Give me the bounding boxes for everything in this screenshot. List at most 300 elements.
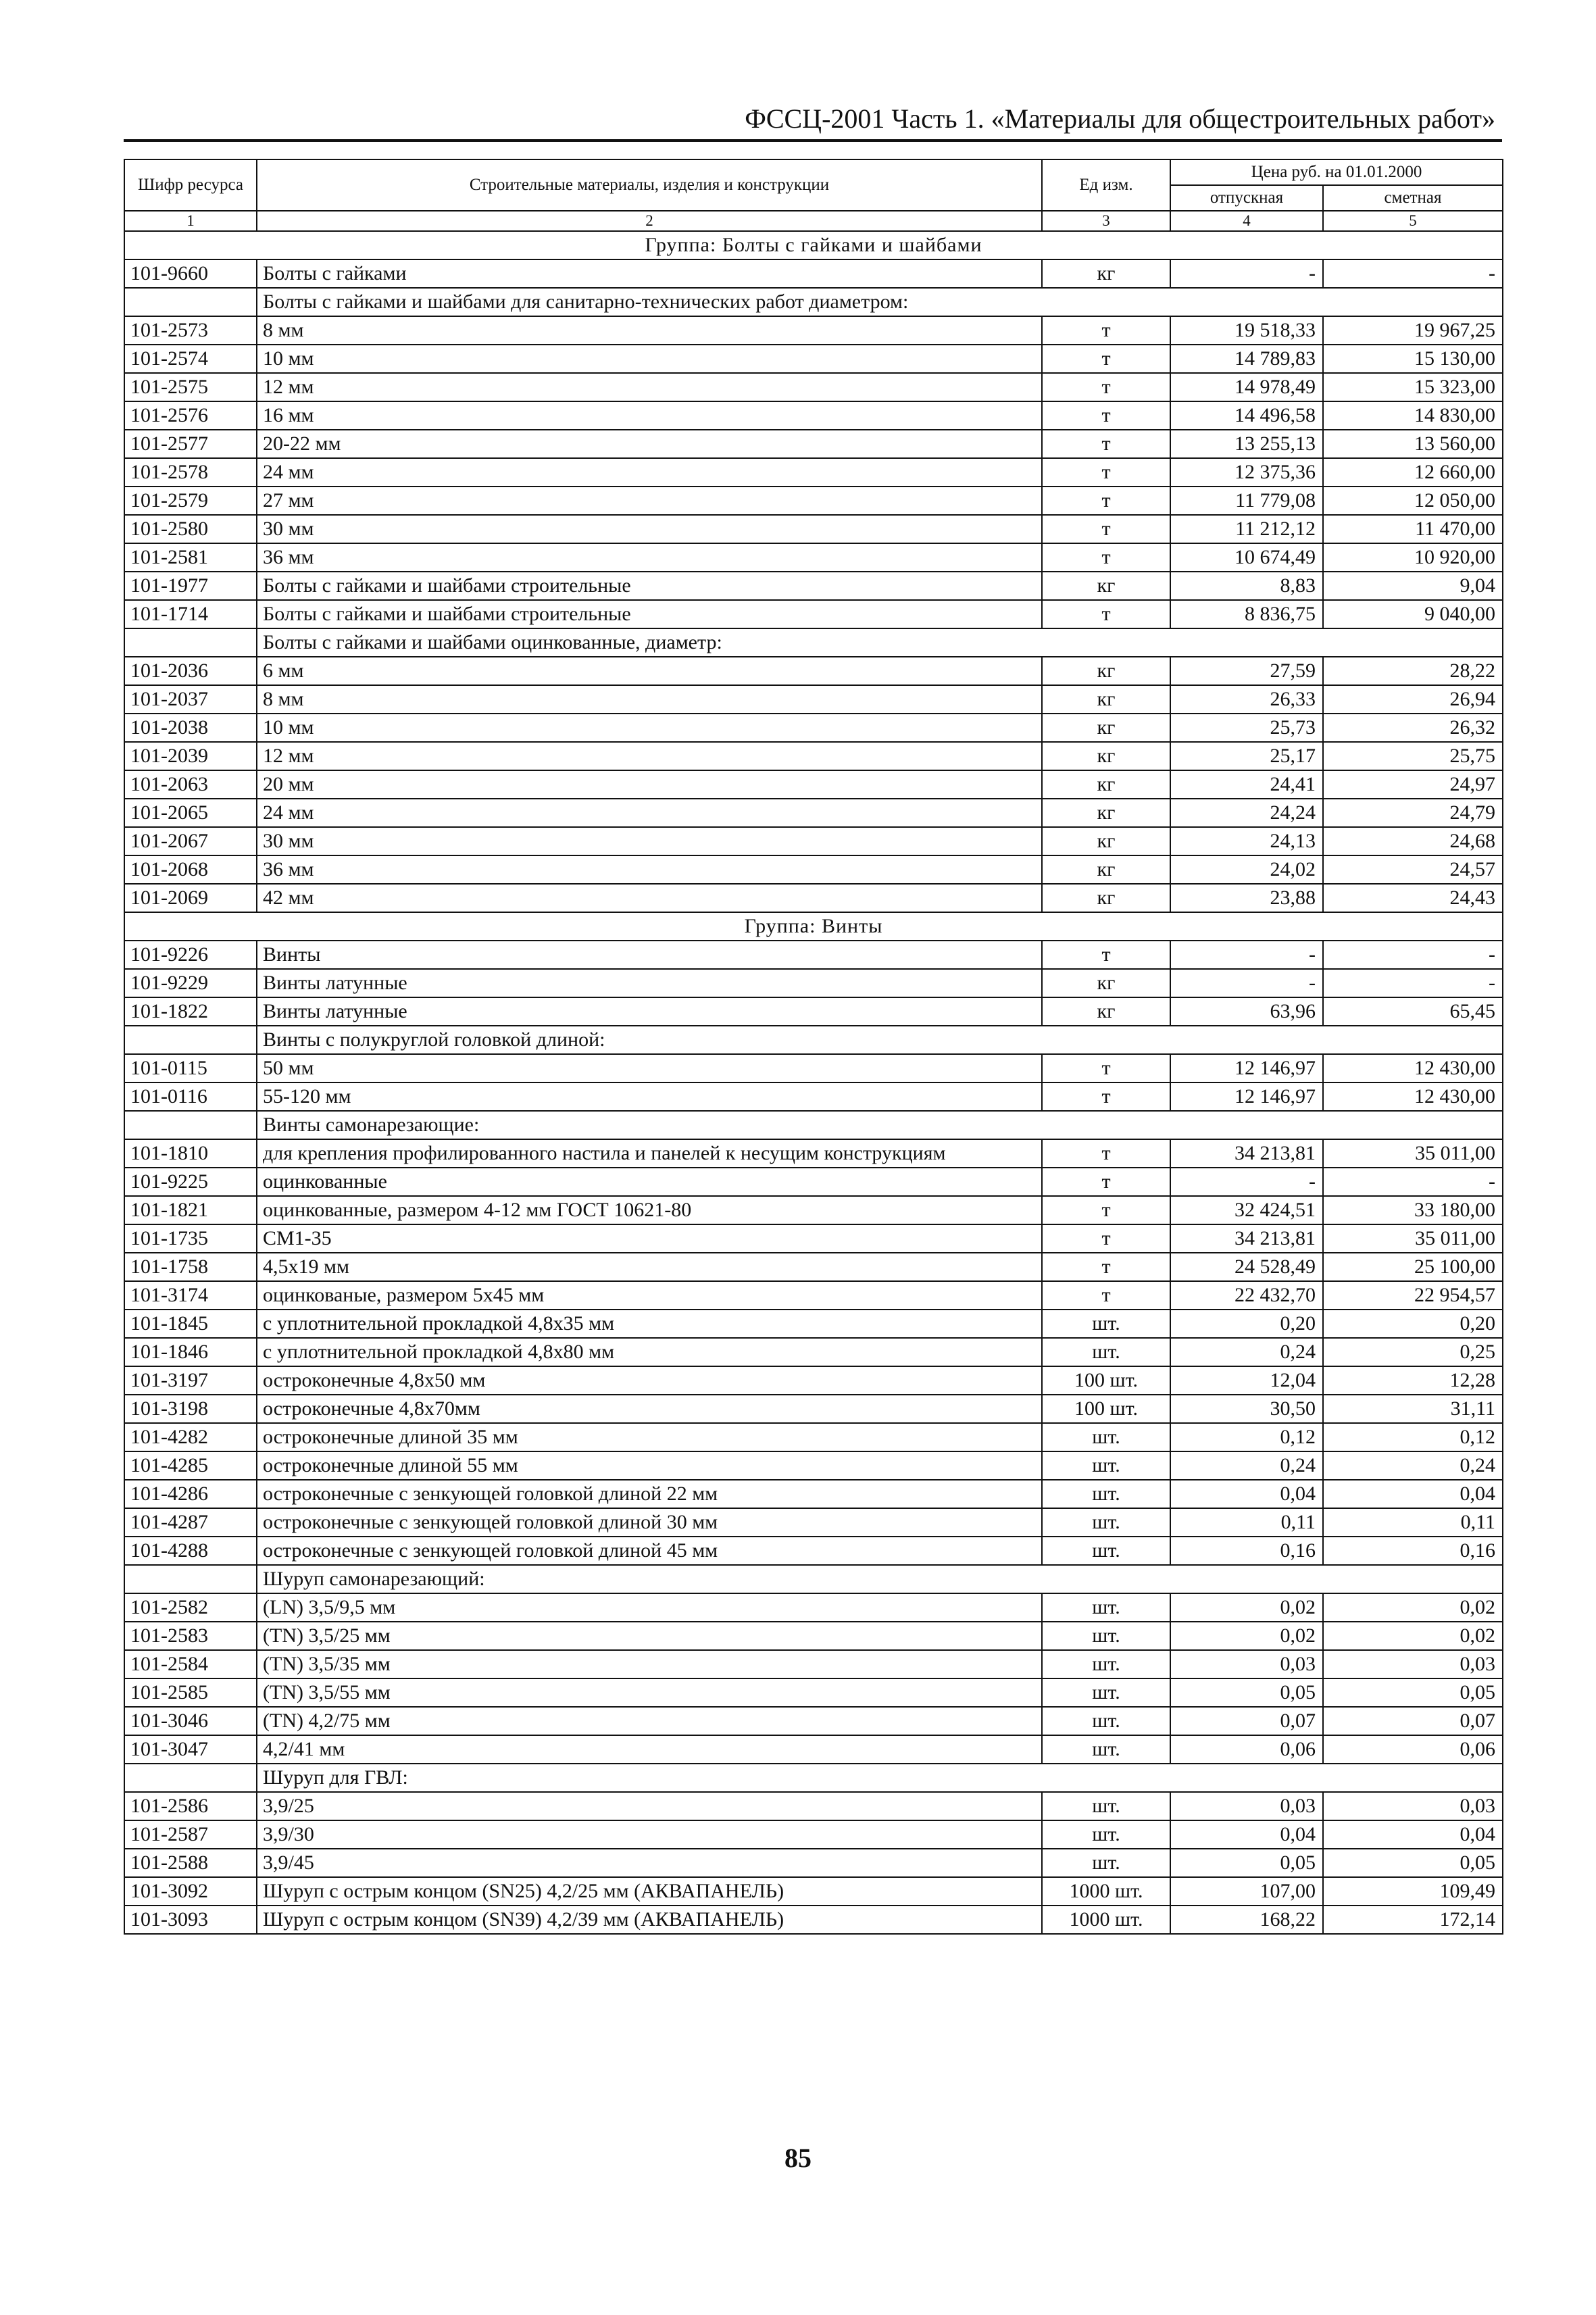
resource-code: 101-1846	[124, 1338, 257, 1366]
table-row	[124, 259, 1503, 288]
resource-code: 101-9225	[124, 1168, 257, 1196]
table-row	[124, 401, 1503, 430]
unit-cell: кг	[1042, 657, 1170, 685]
estimate-price: 0,03	[1323, 1650, 1503, 1678]
material-name: 20 мм	[257, 770, 1042, 799]
unit-cell: кг	[1042, 969, 1170, 997]
material-name: 16 мм	[257, 401, 1042, 430]
empty-cell	[124, 288, 257, 316]
resource-code: 101-3092	[124, 1877, 257, 1906]
release-price: 24,24	[1170, 799, 1323, 827]
table-row	[124, 1650, 1503, 1678]
resource-code: 101-1977	[124, 572, 257, 600]
table-row	[124, 1224, 1503, 1253]
estimate-price: 0,03	[1323, 1792, 1503, 1820]
table-row	[124, 1310, 1503, 1338]
material-name: 8 мм	[257, 316, 1042, 345]
material-name: для крепления профилированного настила и панелей к несущим конструкциям	[257, 1139, 1042, 1168]
unit-cell: т	[1042, 430, 1170, 458]
release-price: 30,50	[1170, 1395, 1323, 1423]
unit-cell: шт.	[1042, 1792, 1170, 1820]
subheading-row	[124, 1111, 1503, 1139]
resource-code: 101-2039	[124, 742, 257, 770]
material-name: остроконечные 4,8х70мм	[257, 1395, 1042, 1423]
resource-code: 101-2037	[124, 685, 257, 714]
estimate-price: -	[1323, 941, 1503, 969]
release-price: 12,04	[1170, 1366, 1323, 1395]
unit-cell: т	[1042, 345, 1170, 373]
material-name: (TN) 3,5/25 мм	[257, 1622, 1042, 1650]
estimate-price: 65,45	[1323, 997, 1503, 1026]
resource-code: 101-2576	[124, 401, 257, 430]
table-row	[124, 1593, 1503, 1622]
release-price: 22 432,70	[1170, 1281, 1323, 1310]
header-release-label: отпускная	[1210, 189, 1284, 207]
estimate-price: 35 011,00	[1323, 1139, 1503, 1168]
estimate-price: 0,20	[1323, 1310, 1503, 1338]
resource-code: 101-3197	[124, 1366, 257, 1395]
release-price: 0,06	[1170, 1735, 1323, 1764]
material-name: СМ1-35	[257, 1224, 1042, 1253]
release-price: -	[1170, 941, 1323, 969]
unit-cell: шт.	[1042, 1338, 1170, 1366]
release-price: 13 255,13	[1170, 430, 1323, 458]
table-row	[124, 543, 1503, 572]
table-body	[124, 231, 1503, 1934]
table-row	[124, 941, 1503, 969]
subheading-text: Винты с полукруглой головкой длиной:	[257, 1026, 1503, 1054]
material-name: остроконечные с зенкующей головкой длиной 30 мм	[257, 1508, 1042, 1537]
resource-code: 101-2582	[124, 1593, 257, 1622]
estimate-price: 0,05	[1323, 1678, 1503, 1707]
resource-code: 101-2584	[124, 1650, 257, 1678]
release-price: 0,24	[1170, 1451, 1323, 1480]
resource-code: 101-2068	[124, 855, 257, 884]
unit-cell: т	[1042, 1054, 1170, 1082]
release-price: 27,59	[1170, 657, 1323, 685]
material-name: 36 мм	[257, 543, 1042, 572]
unit-cell: шт.	[1042, 1508, 1170, 1537]
resource-code: 101-4287	[124, 1508, 257, 1537]
resource-code: 101-2577	[124, 430, 257, 458]
empty-cell	[124, 1764, 257, 1792]
unit-cell: т	[1042, 1281, 1170, 1310]
header-estimate-label: сметная	[1384, 189, 1442, 207]
release-price: 0,03	[1170, 1650, 1323, 1678]
estimate-price: 26,32	[1323, 714, 1503, 742]
estimate-price: 10 920,00	[1323, 543, 1503, 572]
material-name: Шуруп с острым концом (SN25) 4,2/25 мм (АКВАПАНЕЛЬ)	[257, 1877, 1042, 1906]
material-name: 36 мм	[257, 855, 1042, 884]
estimate-price: 172,14	[1323, 1906, 1503, 1934]
header-title: ФССЦ-2001 Часть 1. «Материалы для общестроительных работ»	[745, 103, 1495, 134]
material-name: 6 мм	[257, 657, 1042, 685]
resource-code: 101-2575	[124, 373, 257, 401]
material-name: остроконечные длиной 55 мм	[257, 1451, 1042, 1480]
table-row	[124, 1253, 1503, 1281]
unit-cell: т	[1042, 1253, 1170, 1281]
subheading-text: Болты с гайками и шайбами оцинкованные, диаметр:	[257, 628, 1503, 657]
release-price: 25,73	[1170, 714, 1323, 742]
estimate-price: 0,25	[1323, 1338, 1503, 1366]
release-price: 0,12	[1170, 1423, 1323, 1451]
unit-cell: кг	[1042, 884, 1170, 912]
resource-code: 101-2581	[124, 543, 257, 572]
column-number: 4	[1170, 211, 1323, 231]
subheading-text: Шуруп для ГВЛ:	[257, 1764, 1503, 1792]
material-name: (TN) 3,5/55 мм	[257, 1678, 1042, 1707]
unit-cell: кг	[1042, 827, 1170, 855]
resource-code: 101-2038	[124, 714, 257, 742]
resource-code: 101-4288	[124, 1537, 257, 1565]
estimate-price: 12 430,00	[1323, 1054, 1503, 1082]
table-row	[124, 1678, 1503, 1707]
release-price: -	[1170, 1168, 1323, 1196]
table-row	[124, 1792, 1503, 1820]
table-row	[124, 1196, 1503, 1224]
table-row	[124, 827, 1503, 855]
release-price: 107,00	[1170, 1877, 1323, 1906]
table-row	[124, 1451, 1503, 1480]
unit-cell: 100 шт.	[1042, 1395, 1170, 1423]
release-price: 12 146,97	[1170, 1082, 1323, 1111]
unit-cell: т	[1042, 1168, 1170, 1196]
resource-code: 101-1822	[124, 997, 257, 1026]
estimate-price: -	[1323, 259, 1503, 288]
unit-cell: 100 шт.	[1042, 1366, 1170, 1395]
column-number: 5	[1323, 211, 1503, 231]
material-name: остроконечные длиной 35 мм	[257, 1423, 1042, 1451]
resource-code: 101-2585	[124, 1678, 257, 1707]
table-row	[124, 430, 1503, 458]
header-code	[124, 159, 257, 211]
unit-cell: т	[1042, 1196, 1170, 1224]
material-name: 24 мм	[257, 458, 1042, 487]
unit-cell: т	[1042, 458, 1170, 487]
material-name: 10 мм	[257, 714, 1042, 742]
resource-code: 101-2580	[124, 515, 257, 543]
table-row	[124, 1366, 1503, 1395]
resource-code: 101-2583	[124, 1622, 257, 1650]
release-price: -	[1170, 969, 1323, 997]
unit-cell: т	[1042, 1224, 1170, 1253]
resource-code: 101-3093	[124, 1906, 257, 1934]
header-price	[1170, 159, 1503, 185]
estimate-price: 26,94	[1323, 685, 1503, 714]
table-row	[124, 1537, 1503, 1565]
table-row	[124, 1338, 1503, 1366]
release-price: 0,24	[1170, 1338, 1323, 1366]
unit-cell: шт.	[1042, 1678, 1170, 1707]
estimate-price: 28,22	[1323, 657, 1503, 685]
estimate-price: 33 180,00	[1323, 1196, 1503, 1224]
release-price: 0,16	[1170, 1537, 1323, 1565]
estimate-price: 31,11	[1323, 1395, 1503, 1423]
unit-cell: шт.	[1042, 1310, 1170, 1338]
subheading-text: Винты самонарезающие:	[257, 1111, 1503, 1139]
release-price: 0,07	[1170, 1707, 1323, 1735]
resource-code: 101-0115	[124, 1054, 257, 1082]
unit-cell: шт.	[1042, 1622, 1170, 1650]
material-name: (TN) 3,5/35 мм	[257, 1650, 1042, 1678]
release-price: 14 789,83	[1170, 345, 1323, 373]
material-name: 10 мм	[257, 345, 1042, 373]
table-row	[124, 855, 1503, 884]
estimate-price: 24,68	[1323, 827, 1503, 855]
release-price: 24,02	[1170, 855, 1323, 884]
release-price: 23,88	[1170, 884, 1323, 912]
unit-cell: т	[1042, 600, 1170, 628]
estimate-price: 19 967,25	[1323, 316, 1503, 345]
group-title: Группа: Болты с гайками и шайбами	[124, 231, 1503, 259]
price-table	[124, 159, 1503, 1935]
estimate-price: 9 040,00	[1323, 600, 1503, 628]
column-number: 3	[1042, 211, 1170, 231]
release-price: 0,11	[1170, 1508, 1323, 1537]
material-name: (TN) 4,2/75 мм	[257, 1707, 1042, 1735]
header-estimate	[1323, 185, 1503, 211]
estimate-price: 24,43	[1323, 884, 1503, 912]
material-name: 3,9/30	[257, 1820, 1042, 1849]
material-name: 42 мм	[257, 884, 1042, 912]
table-row	[124, 1707, 1503, 1735]
material-name: остроконечные 4,8х50 мм	[257, 1366, 1042, 1395]
table-row	[124, 657, 1503, 685]
material-name: оцинкованные	[257, 1168, 1042, 1196]
release-price: 0,04	[1170, 1820, 1323, 1849]
resource-code: 101-3174	[124, 1281, 257, 1310]
unit-cell: кг	[1042, 997, 1170, 1026]
table-row	[124, 1820, 1503, 1849]
resource-code: 101-2067	[124, 827, 257, 855]
estimate-price: 0,12	[1323, 1423, 1503, 1451]
unit-cell: шт.	[1042, 1480, 1170, 1508]
resource-code: 101-3046	[124, 1707, 257, 1735]
material-name: 4,2/41 мм	[257, 1735, 1042, 1764]
estimate-price: 12 660,00	[1323, 458, 1503, 487]
unit-cell: шт.	[1042, 1849, 1170, 1877]
resource-code: 101-1810	[124, 1139, 257, 1168]
resource-code: 101-1845	[124, 1310, 257, 1338]
release-price: -	[1170, 259, 1323, 288]
material-name: 24 мм	[257, 799, 1042, 827]
unit-cell: шт.	[1042, 1707, 1170, 1735]
header-release	[1170, 185, 1323, 211]
estimate-price: 12 050,00	[1323, 487, 1503, 515]
resource-code: 101-2036	[124, 657, 257, 685]
estimate-price: 0,02	[1323, 1622, 1503, 1650]
material-name: (LN) 3,5/9,5 мм	[257, 1593, 1042, 1622]
unit-cell: шт.	[1042, 1537, 1170, 1565]
table-row	[124, 1281, 1503, 1310]
unit-cell: кг	[1042, 259, 1170, 288]
estimate-price: 0,04	[1323, 1820, 1503, 1849]
resource-code: 101-2065	[124, 799, 257, 827]
header-name	[257, 159, 1042, 211]
estimate-price: 0,06	[1323, 1735, 1503, 1764]
release-price: 19 518,33	[1170, 316, 1323, 345]
table-row	[124, 373, 1503, 401]
table-row	[124, 799, 1503, 827]
release-price: 11 212,12	[1170, 515, 1323, 543]
release-price: 14 496,58	[1170, 401, 1323, 430]
group-row	[124, 231, 1503, 259]
material-name: оцинкованые, размером 5х45 мм	[257, 1281, 1042, 1310]
estimate-price: 0,24	[1323, 1451, 1503, 1480]
resource-code: 101-2579	[124, 487, 257, 515]
material-name: 30 мм	[257, 515, 1042, 543]
subheading-row	[124, 1764, 1503, 1792]
unit-cell: шт.	[1042, 1593, 1170, 1622]
material-name: Шуруп с острым концом (SN39) 4,2/39 мм (АКВАПАНЕЛЬ)	[257, 1906, 1042, 1934]
release-price: 26,33	[1170, 685, 1323, 714]
resource-code: 101-1821	[124, 1196, 257, 1224]
table-row	[124, 1622, 1503, 1650]
header-name-label: Строительные материалы, изделия и конструкции	[469, 176, 830, 194]
empty-cell	[124, 628, 257, 657]
unit-cell: т	[1042, 401, 1170, 430]
unit-cell: кг	[1042, 770, 1170, 799]
estimate-price: 15 323,00	[1323, 373, 1503, 401]
table-row	[124, 458, 1503, 487]
unit-cell: кг	[1042, 855, 1170, 884]
estimate-price: 0,04	[1323, 1480, 1503, 1508]
release-price: 8,83	[1170, 572, 1323, 600]
resource-code: 101-4286	[124, 1480, 257, 1508]
material-name: Болты с гайками и шайбами строительные	[257, 572, 1042, 600]
release-price: 10 674,49	[1170, 543, 1323, 572]
column-number: 2	[257, 211, 1042, 231]
table-row	[124, 345, 1503, 373]
estimate-price: 11 470,00	[1323, 515, 1503, 543]
resource-code: 101-2069	[124, 884, 257, 912]
estimate-price: 25,75	[1323, 742, 1503, 770]
table-row	[124, 1480, 1503, 1508]
estimate-price: 0,11	[1323, 1508, 1503, 1537]
release-price: 32 424,51	[1170, 1196, 1323, 1224]
resource-code: 101-2574	[124, 345, 257, 373]
material-name: 12 мм	[257, 373, 1042, 401]
column-number: 1	[124, 211, 257, 231]
unit-cell: шт.	[1042, 1423, 1170, 1451]
material-name: остроконечные с зенкующей головкой длиной 22 мм	[257, 1480, 1042, 1508]
unit-cell: 1000 шт.	[1042, 1906, 1170, 1934]
unit-cell: кг	[1042, 685, 1170, 714]
resource-code: 101-3047	[124, 1735, 257, 1764]
estimate-price: -	[1323, 969, 1503, 997]
page-header	[124, 100, 1502, 142]
resource-code: 101-3198	[124, 1395, 257, 1423]
resource-code: 101-1758	[124, 1253, 257, 1281]
estimate-price: 12 430,00	[1323, 1082, 1503, 1111]
resource-code: 101-2586	[124, 1792, 257, 1820]
estimate-price: 14 830,00	[1323, 401, 1503, 430]
estimate-price: 12,28	[1323, 1366, 1503, 1395]
unit-cell: т	[1042, 1139, 1170, 1168]
table-row	[124, 997, 1503, 1026]
table-row	[124, 742, 1503, 770]
material-name: 20-22 мм	[257, 430, 1042, 458]
release-price: 0,05	[1170, 1849, 1323, 1877]
estimate-price: 15 130,00	[1323, 345, 1503, 373]
table-row	[124, 1082, 1503, 1111]
subheading-row	[124, 628, 1503, 657]
table-row	[124, 714, 1503, 742]
material-name: 8 мм	[257, 685, 1042, 714]
release-price: 0,03	[1170, 1792, 1323, 1820]
table-row	[124, 1423, 1503, 1451]
estimate-price: 0,02	[1323, 1593, 1503, 1622]
material-name: 3,9/25	[257, 1792, 1042, 1820]
estimate-price: -	[1323, 1168, 1503, 1196]
subheading-text: Шуруп самонарезающий:	[257, 1565, 1503, 1593]
unit-cell: шт.	[1042, 1451, 1170, 1480]
table-row	[124, 1139, 1503, 1168]
table-row	[124, 685, 1503, 714]
resource-code: 101-9229	[124, 969, 257, 997]
table-row	[124, 969, 1503, 997]
release-price: 25,17	[1170, 742, 1323, 770]
estimate-price: 13 560,00	[1323, 430, 1503, 458]
header-unit	[1042, 159, 1170, 211]
subheading-row	[124, 1026, 1503, 1054]
release-price: 24,13	[1170, 827, 1323, 855]
material-name: Болты с гайками	[257, 259, 1042, 288]
material-name: 3,9/45	[257, 1849, 1042, 1877]
release-price: 24,41	[1170, 770, 1323, 799]
release-price: 0,20	[1170, 1310, 1323, 1338]
table-row	[124, 770, 1503, 799]
table-row	[124, 1168, 1503, 1196]
release-price: 11 779,08	[1170, 487, 1323, 515]
table-row	[124, 1877, 1503, 1906]
material-name: остроконечные с зенкующей головкой длиной 45 мм	[257, 1537, 1042, 1565]
estimate-price: 24,97	[1323, 770, 1503, 799]
unit-cell: 1000 шт.	[1042, 1877, 1170, 1906]
estimate-price: 0,05	[1323, 1849, 1503, 1877]
material-name: 55-120 мм	[257, 1082, 1042, 1111]
unit-cell: т	[1042, 1082, 1170, 1111]
resource-code: 101-4282	[124, 1423, 257, 1451]
material-name: оцинкованные, размером 4-12 мм ГОСТ 10621-80	[257, 1196, 1042, 1224]
header-price-label: Цена руб. на 01.01.2000	[1251, 163, 1422, 181]
material-name: 30 мм	[257, 827, 1042, 855]
column-number-row	[124, 211, 1503, 231]
material-name: с уплотнительной прокладкой 4,8х35 мм	[257, 1310, 1042, 1338]
release-price: 63,96	[1170, 997, 1323, 1026]
estimate-price: 35 011,00	[1323, 1224, 1503, 1253]
release-price: 168,22	[1170, 1906, 1323, 1934]
material-name: 12 мм	[257, 742, 1042, 770]
subheading-row	[124, 1565, 1503, 1593]
release-price: 34 213,81	[1170, 1139, 1323, 1168]
resource-code: 101-2573	[124, 316, 257, 345]
table-row	[124, 1849, 1503, 1877]
unit-cell: т	[1042, 316, 1170, 345]
release-price: 34 213,81	[1170, 1224, 1323, 1253]
release-price: 8 836,75	[1170, 600, 1323, 628]
table-row	[124, 515, 1503, 543]
material-name: Винты	[257, 941, 1042, 969]
resource-code: 101-9226	[124, 941, 257, 969]
empty-cell	[124, 1111, 257, 1139]
subheading-text: Болты с гайками и шайбами для санитарно-технических работ диаметром:	[257, 288, 1503, 316]
material-name: 4,5x19 мм	[257, 1253, 1042, 1281]
unit-cell: т	[1042, 487, 1170, 515]
unit-cell: т	[1042, 543, 1170, 572]
resource-code: 101-4285	[124, 1451, 257, 1480]
unit-cell: т	[1042, 941, 1170, 969]
